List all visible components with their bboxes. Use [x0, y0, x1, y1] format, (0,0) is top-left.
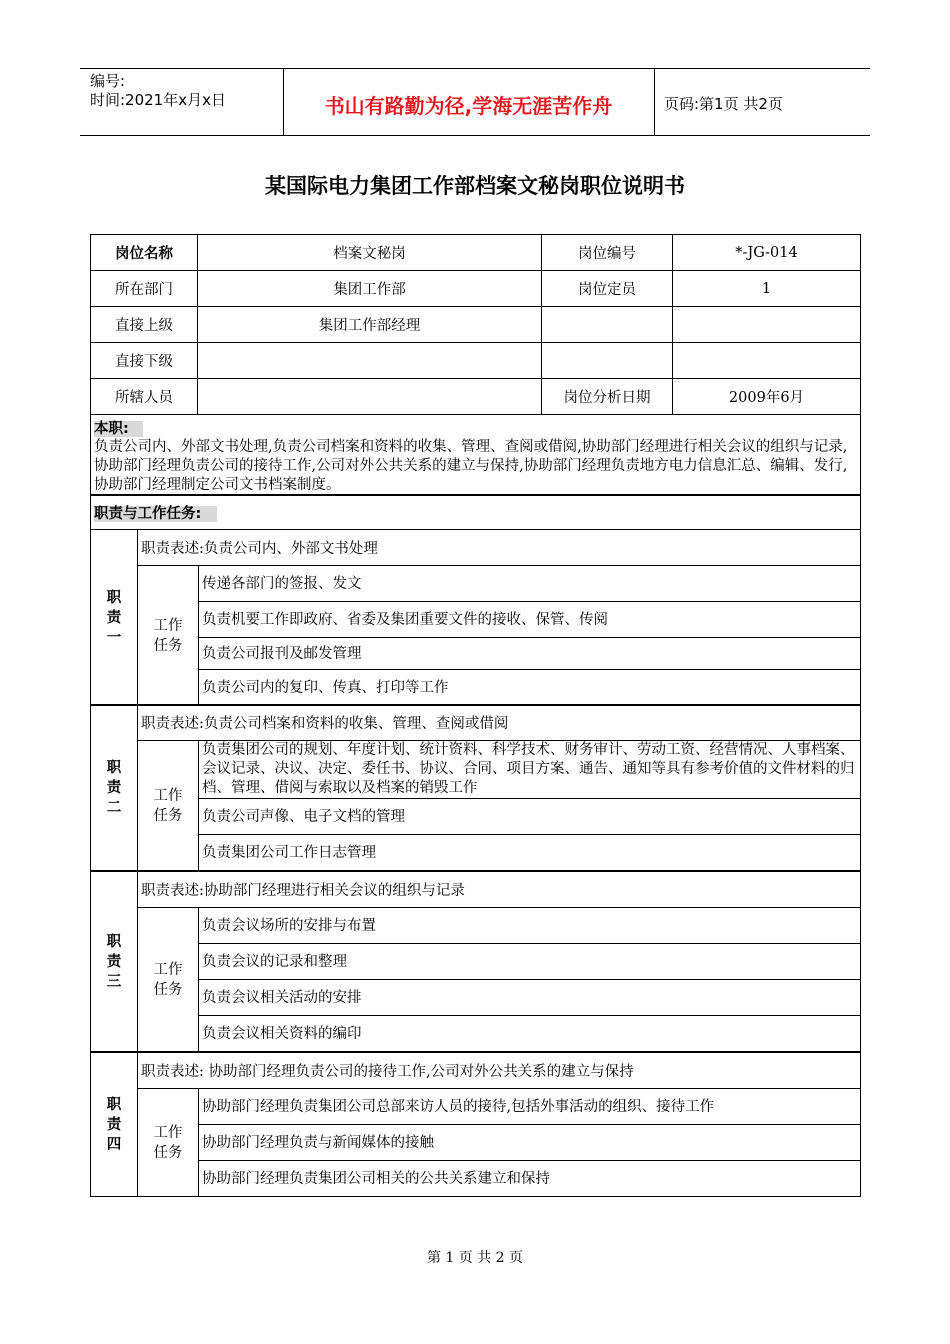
doc-time-label: 时间:2021年x月x日 [90, 91, 226, 109]
duties-header: 职责与工作任务: [94, 506, 217, 522]
task-row [91, 1125, 861, 1161]
duty-block [90, 1052, 861, 1197]
duty-statement-row [91, 872, 861, 908]
task-row [91, 799, 861, 835]
info-label: 岗位编号 [542, 235, 673, 271]
work-task-label: 工作 任务 [138, 741, 199, 871]
task-row [91, 908, 861, 944]
task-row [91, 835, 861, 871]
task-item: 负责公司报刊及邮发管理 [199, 638, 861, 670]
task-item: 协助部门经理负责与新闻媒体的接触 [199, 1125, 861, 1161]
duties-header-row [91, 495, 861, 530]
duty-label: 职 责 一 [91, 530, 138, 706]
doc-number-label: 编号: [90, 72, 126, 90]
info-label: 岗位分析日期 [542, 379, 673, 415]
duty-label: 职 责 二 [91, 705, 138, 871]
info-value [198, 343, 542, 379]
info-label [542, 343, 673, 379]
task-row [91, 944, 861, 980]
motto-text: 书山有路勤为径,学海无涯苦作舟 [324, 94, 613, 118]
duty-label: 职 责 四 [91, 1053, 138, 1197]
duty-block [90, 871, 861, 1052]
info-value [198, 379, 542, 415]
work-task-label: 工作 任务 [138, 566, 199, 706]
task-item: 负责集团公司的规划、年度计划、统计资料、科学技术、财务审计、劳动工资、经营情况、人事档案、会议记录、决议、决定、委任书、协议、合同、项目方案、通告、通知等具有参考价值的文件材料的归档、管理、借阅与索取以及档案的销毁工作 [199, 741, 861, 799]
task-row [91, 1161, 861, 1197]
task-item: 传递各部门的签报、发文 [199, 566, 861, 602]
info-value: 集团工作部经理 [198, 307, 542, 343]
task-row [91, 638, 861, 670]
task-row [91, 980, 861, 1016]
header-divider-right [654, 68, 655, 136]
info-value: 1 [673, 271, 861, 307]
task-row [91, 602, 861, 638]
page-footer: 第 1 页 共 2 页 [426, 1250, 524, 1266]
task-item: 负责集团公司工作日志管理 [199, 835, 861, 871]
header-top-rule [80, 68, 870, 69]
info-label: 直接上级 [91, 307, 198, 343]
task-row [91, 1016, 861, 1052]
task-row [91, 1089, 861, 1125]
duty-statement: 职责表述:负责公司档案和资料的收集、管理、查阅或借阅 [138, 705, 861, 741]
info-label: 所辖人员 [91, 379, 198, 415]
info-label: 岗位定员 [542, 271, 673, 307]
task-row [91, 566, 861, 602]
info-label: 所在部门 [91, 271, 198, 307]
duty-statement: 职责表述:协助部门经理进行相关会议的组织与记录 [138, 872, 861, 908]
info-label [542, 307, 673, 343]
duty-statement-row [91, 705, 861, 741]
info-value: 档案文秘岗 [198, 235, 542, 271]
duties-header-cell [91, 495, 861, 530]
summary-cell [91, 415, 861, 496]
info-row [91, 271, 861, 307]
task-item: 负责会议相关资料的编印 [199, 1016, 861, 1052]
page-number-label: 页码:第1页 共2页 [664, 95, 783, 113]
duty-statement: 职责表述: 协助部门经理负责公司的接待工作,公司对外公共关系的建立与保持 [138, 1053, 861, 1089]
duty-block [90, 704, 861, 871]
summary-text: 负责公司内、外部文书处理,负责公司档案和资料的收集、管理、查阅或借阅,协助部门经理进行相关会议的组织与记录,协助部门经理负责公司的接待工作,公司对外公共关系的建立与保持,协助部门经理负责地方电力信息汇总、编辑、发行,协助部门经理制定公司文书档案制度。 [94, 439, 848, 493]
info-value [673, 307, 861, 343]
task-item: 负责机要工作即政府、省委及集团重要文件的接收、保管、传阅 [199, 602, 861, 638]
summary-row [91, 415, 861, 496]
task-item: 负责会议的记录和整理 [199, 944, 861, 980]
info-row [91, 307, 861, 343]
position-info-table [90, 234, 861, 496]
info-value [673, 343, 861, 379]
task-item: 负责公司内的复印、传真、打印等工作 [199, 670, 861, 706]
task-item: 协助部门经理负责集团公司总部来访人员的接待,包括外事活动的组织、接待工作 [199, 1089, 861, 1125]
duty-label: 职 责 三 [91, 872, 138, 1052]
info-value: 集团工作部 [198, 271, 542, 307]
duty-block [90, 529, 861, 706]
info-row [91, 379, 861, 415]
task-item: 负责会议场所的安排与布置 [199, 908, 861, 944]
info-label: 直接下级 [91, 343, 198, 379]
info-label: 岗位名称 [91, 235, 198, 271]
duties-table [90, 494, 861, 530]
header-bottom-rule [80, 135, 870, 136]
duty-statement-row [91, 1053, 861, 1089]
task-item: 负责会议相关活动的安排 [199, 980, 861, 1016]
duty-statement: 职责表述:负责公司内、外部文书处理 [138, 530, 861, 566]
task-row [91, 741, 861, 799]
info-row [91, 235, 861, 271]
duty-statement-row [91, 530, 861, 566]
info-value: *-JG-014 [673, 235, 861, 271]
task-row [91, 670, 861, 706]
document-title: 某国际电力集团工作部档案文秘岗职位说明书 [265, 174, 685, 198]
task-item: 协助部门经理负责集团公司相关的公共关系建立和保持 [199, 1161, 861, 1197]
summary-label: 本职: [94, 421, 143, 437]
work-task-label: 工作 任务 [138, 1089, 199, 1197]
task-item: 负责公司声像、电子文档的管理 [199, 799, 861, 835]
info-value: 2009年6月 [673, 379, 861, 415]
work-task-label: 工作 任务 [138, 908, 199, 1052]
info-row [91, 343, 861, 379]
